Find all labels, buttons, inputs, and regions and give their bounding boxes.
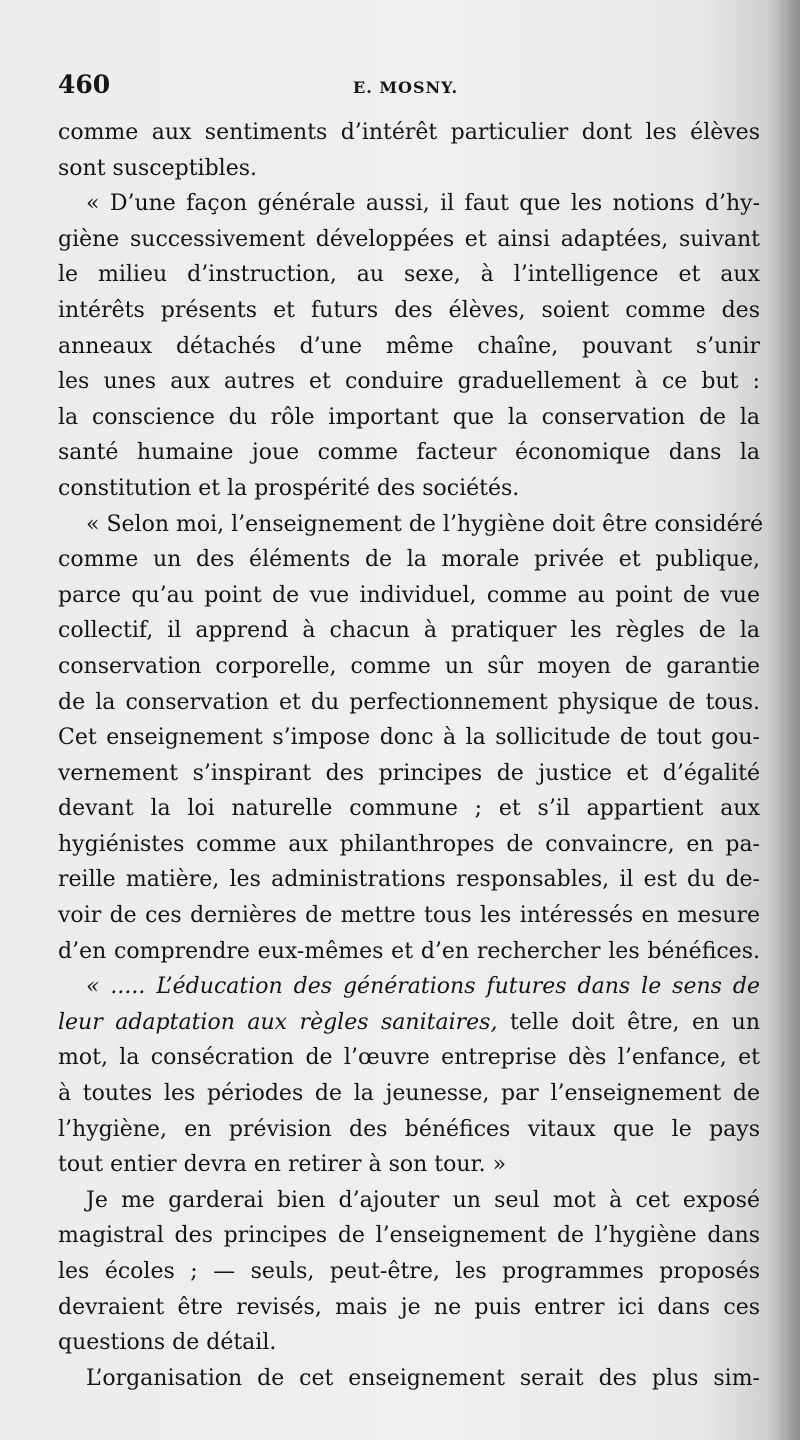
text-line: magistral des principes de l’enseignement de l’hygiène dans xyxy=(58,1223,760,1249)
text-line: « D’une façon générale aussi, il faut que les notions d’hy- xyxy=(86,191,760,217)
text-line: comme un des éléments de la morale privée et publique, xyxy=(58,547,760,573)
text-line: « Selon moi, l’enseignement de l’hygiène doit être considéré xyxy=(86,511,764,537)
text-line: comme aux sentiments d’intérêt particulier dont les élèves xyxy=(58,120,760,145)
text-line: hygiénistes comme aux philanthropes de convaincre, en pa- xyxy=(58,831,760,857)
text-line: anneaux détachés d’une même chaîne, pouvant s’unir xyxy=(58,333,760,359)
text-line: sont susceptibles. xyxy=(58,155,258,181)
text-line: tout entier devra en retirer à son tour. » xyxy=(58,1152,507,1178)
text-line: de la conservation et du perfectionnement physique de tous. xyxy=(58,689,760,715)
text-line: les unes aux autres et conduire graduellement à ce but : xyxy=(58,369,760,395)
text-line: la conscience du rôle important que la conservation de la xyxy=(58,404,760,430)
text-line-italic: « ..... L’éducation des générations futures dans le sens de xyxy=(86,974,760,1000)
text-line: Cet enseignement s’impose donc à la sollicitude de tout gou- xyxy=(58,725,760,751)
text-line: vernement s’inspirant des principes de justice et d’égalité xyxy=(58,760,760,786)
text-line: L’organisation de cet enseignement serait des plus sim- xyxy=(86,1365,760,1391)
page-number: 460 xyxy=(58,70,111,99)
text-line: santé humaine joue comme facteur économique dans la xyxy=(58,440,760,466)
text-line: le milieu d’instruction, au sexe, à l’intelligence et aux xyxy=(58,262,760,288)
text-line: conservation corporelle, comme un sûr moyen de garantie xyxy=(58,653,760,679)
italic-segment: leur adaptation aux règles sanitaires, xyxy=(58,1009,498,1035)
text-line: devraient être revisés, mais je ne puis entrer ici dans ces xyxy=(58,1294,760,1320)
text-line-mixed xyxy=(58,1005,760,1041)
body-text xyxy=(58,115,764,1396)
text-line: reille matière, les administrations responsables, il est du de- xyxy=(58,867,760,893)
text-line: à toutes les périodes de la jeunesse, par l’enseignement de xyxy=(58,1081,760,1107)
text-line: mot, la consécration de l’œuvre entreprise dès l’enfance, et xyxy=(58,1045,760,1071)
page-header xyxy=(58,70,758,106)
text-line: Je me garderai bien d’ajouter un seul mot à cet exposé xyxy=(86,1187,760,1213)
roman-segment: telle doit être, en un xyxy=(497,1009,760,1035)
text-line: devant la loi naturelle commune ; et s’il appartient aux xyxy=(58,796,760,822)
text-line: les écoles ; — seuls, peut-être, les programmes proposés xyxy=(58,1259,760,1284)
text-line: intérêts présents et futurs des élèves, soient comme des xyxy=(58,297,760,323)
text-line: constitution et la prospérité des sociétés. xyxy=(58,475,520,501)
text-line: parce qu’au point de vue individuel, comme au point de vue xyxy=(58,582,760,608)
running-head: E. MOSNY. xyxy=(353,78,459,97)
text-line: d’en comprendre eux-mêmes et d’en rechercher les bénéfices. xyxy=(58,938,760,964)
text-line: l’hygiène, en prévision des bénéfices vitaux que le pays xyxy=(58,1116,760,1142)
text-line: voir de ces dernières de mettre tous les intéressés en mesure xyxy=(58,903,760,929)
text-line: giène successivement développées et ainsi adaptées, suivant xyxy=(58,226,760,252)
text-line: questions de détail. xyxy=(58,1330,277,1356)
text-line: collectif, il apprend à chacun à pratiquer les règles de la xyxy=(58,618,760,644)
